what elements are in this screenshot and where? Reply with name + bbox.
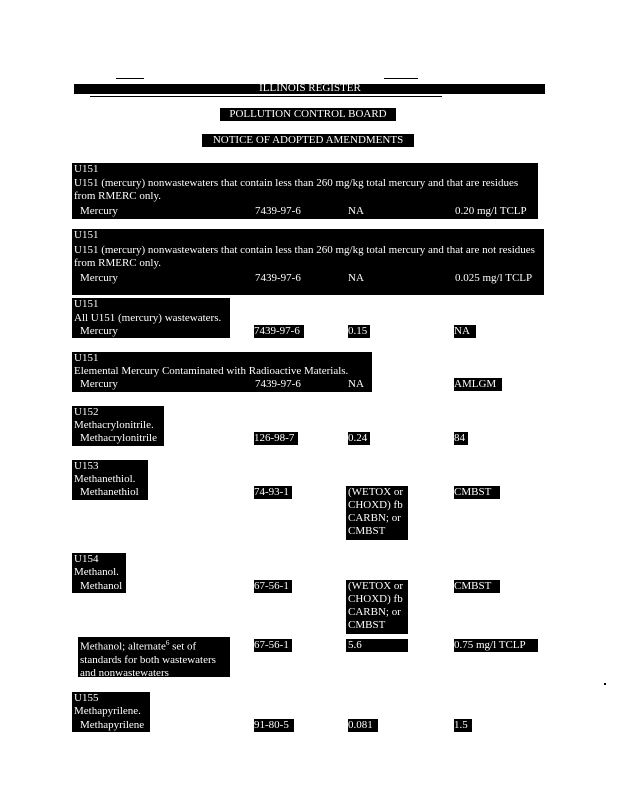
board-name: POLLUTION CONTROL BOARD [220, 108, 396, 121]
wastewater-standard-line: (WETOX or [348, 580, 404, 592]
constituent-name: Methapyrilene [80, 719, 145, 731]
alternate-standard-block [78, 637, 230, 677]
wastewater-standard: 0.081 [348, 719, 378, 732]
entry-description: Methapyrilene. [74, 705, 141, 717]
cas-number: 7439-97-6 [255, 205, 301, 217]
alternate-cas-number: 67-56-1 [254, 639, 292, 652]
wastewater-standard: NA [348, 205, 364, 217]
entry-description: Methacrylonitrile. [74, 419, 154, 431]
register-title: ILLINOIS REGISTER [259, 82, 361, 94]
entry-code: U151 [74, 298, 99, 310]
cas-number: 7439-97-6 [254, 325, 304, 338]
scan-speck [485, 294, 487, 295]
alternate-nonwastewater-standard: 0.75 mg/l TCLP [454, 639, 538, 652]
cas-number: 91-80-5 [254, 719, 294, 732]
scan-speck [604, 683, 606, 685]
wastewater-standard-line: CARBN; or [348, 606, 401, 618]
cas-number: 126-98-7 [254, 432, 298, 445]
entry-code: U151 [74, 229, 99, 241]
constituent-name: Methacrylonitrile [80, 432, 157, 444]
entry-description: All U151 (mercury) wastewaters. [74, 312, 222, 324]
wastewater-standard: NA [348, 272, 364, 284]
wastewater-standard-line: CARBN; or [348, 512, 401, 524]
wastewater-standard-line: (WETOX or [348, 486, 404, 498]
cas-number: 7439-97-6 [255, 378, 301, 390]
header-rule-right [384, 78, 418, 79]
header-rule-left [116, 78, 144, 79]
nonwastewater-standard: CMBST [454, 580, 500, 593]
nonwastewater-standard: CMBST [454, 486, 500, 499]
constituent-name: Mercury [80, 205, 118, 217]
notice-title: NOTICE OF ADOPTED AMENDMENTS [202, 134, 414, 147]
alternate-constituent-line [78, 637, 230, 654]
wastewater-standard: NA [348, 378, 364, 390]
nonwastewater-standard: NA [454, 325, 476, 338]
wastewater-standard-line: CHOXD) fb [348, 593, 403, 605]
entry-description: Methanol. [74, 566, 119, 578]
entry-code: U151 [74, 163, 99, 175]
entry-code: U151 [74, 352, 99, 364]
alternate-constituent-line: and nonwastewaters [80, 666, 169, 679]
entry-code: U152 [74, 406, 99, 418]
entry-code: U155 [74, 692, 99, 704]
cas-number: 67-56-1 [254, 580, 292, 593]
entry-description: U151 (mercury) nonwastewaters that contain less than 260 mg/kg total mercury and that are not residues from RMERC only. [74, 244, 535, 269]
footnote-marker: 6 [165, 639, 170, 647]
constituent-name: Mercury [80, 272, 118, 284]
wastewater-standard-line: CMBST [348, 525, 386, 537]
wastewater-standard: 0.24 [348, 432, 370, 445]
entry-description: Methanethiol. [74, 473, 136, 485]
entry-code: U154 [74, 553, 99, 565]
cas-number: 74-93-1 [254, 486, 292, 499]
header-rule-under [90, 96, 442, 97]
wastewater-standard-line: CMBST [348, 619, 386, 631]
cas-number: 7439-97-6 [255, 272, 301, 284]
alternate-constituent-text: Methanol; alternate [80, 640, 166, 653]
entry-description: U151 (mercury) nonwastewaters that contain less than 260 mg/kg total mercury and that are residues from RMERC only. [74, 177, 519, 202]
wastewater-standard: 0.15 [348, 325, 370, 338]
wastewater-standard-line: CHOXD) fb [348, 499, 403, 511]
entry-description: Elemental Mercury Contaminated with Radioactive Materials. [74, 365, 349, 377]
alternate-constituent-line: standards for both wastewaters [80, 653, 216, 666]
wastewater-standard-block [346, 580, 408, 634]
wastewater-standard-block [346, 486, 408, 540]
nonwastewater-standard: AMLGM [454, 378, 502, 391]
alternate-wastewater-standard: 5.6 [346, 639, 408, 652]
nonwastewater-standard: 84 [454, 432, 468, 445]
nonwastewater-standard: 0.025 mg/l TCLP [455, 272, 533, 284]
nonwastewater-standard: 1.5 [454, 719, 472, 732]
constituent-name: Methanol [80, 580, 123, 592]
nonwastewater-standard: 0.20 mg/l TCLP [455, 205, 527, 217]
entry-code: U153 [74, 460, 99, 472]
constituent-name: Methanethiol [80, 486, 139, 498]
constituent-name: Mercury [80, 325, 118, 337]
alternate-constituent-text: set of [172, 640, 197, 653]
constituent-name: Mercury [80, 378, 118, 390]
